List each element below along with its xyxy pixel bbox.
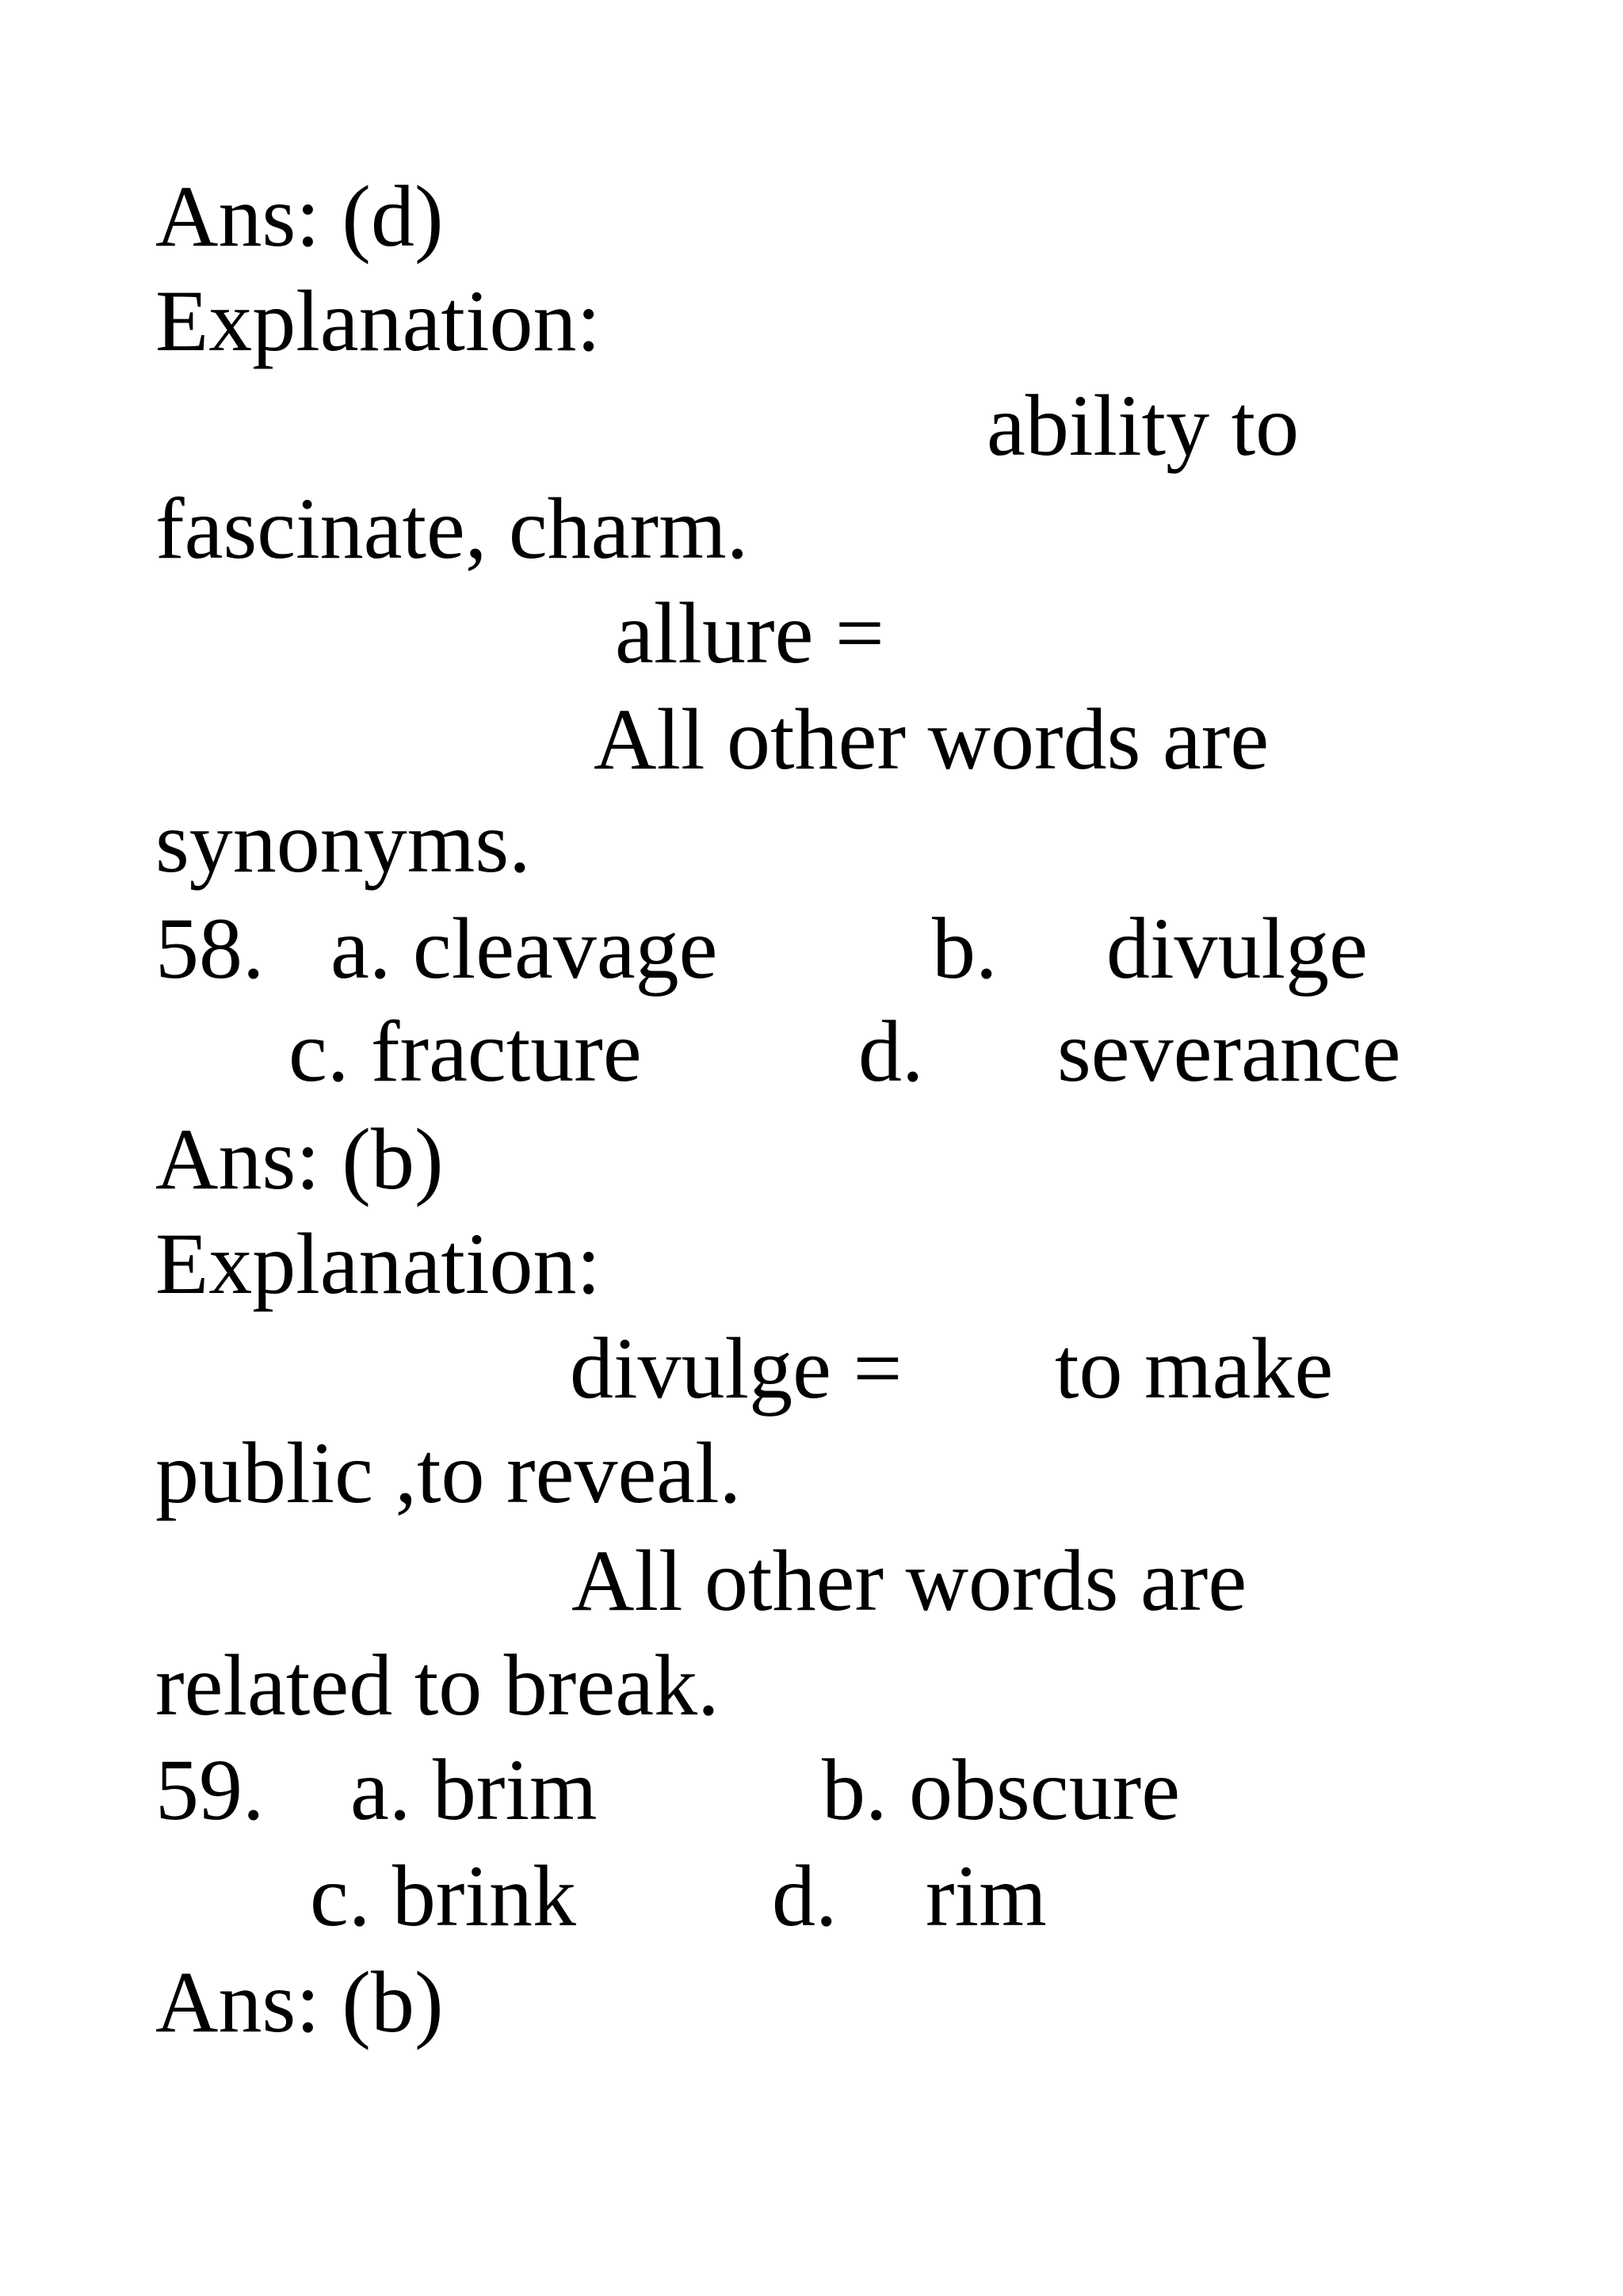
q58-option-d-word: severance [1057, 1003, 1401, 1100]
q58-option-b-letter: b. [932, 900, 998, 997]
q58-answer: Ans: (b) [155, 1111, 444, 1207]
q58-option-d-letter: d. [858, 1003, 924, 1100]
explanation-heading-prev: Explanation: [155, 273, 601, 369]
q58-option-a: a. cleavage [330, 900, 718, 997]
q58-others-part1: All other words are [571, 1532, 1247, 1629]
q58-explanation-heading: Explanation: [155, 1215, 601, 1312]
q59-number: 59. [155, 1741, 265, 1838]
q58-option-b-word: divulge [1106, 900, 1368, 997]
allure-equals: allure = [615, 585, 884, 681]
q59-option-d-letter: d. [772, 1848, 838, 1944]
q59-answer: Ans: (b) [155, 1954, 444, 2050]
q59-option-d-word: rim [926, 1848, 1047, 1944]
q58-option-c: c. fracture [288, 1003, 642, 1100]
definition-prev-part1: ability to [987, 377, 1300, 474]
q59-option-a: a. brim [350, 1741, 598, 1838]
q58-term: divulge = [570, 1320, 903, 1417]
q58-definition-part2: public ,to reveal. [155, 1425, 742, 1521]
q59-option-c: c. brink [310, 1848, 577, 1944]
q59-option-b: b. obscure [822, 1741, 1181, 1838]
q58-others-part2: related to break. [155, 1637, 720, 1733]
q58-number: 58. [155, 900, 265, 997]
others-prev-part1: All other words are [594, 691, 1270, 788]
others-prev-part2: synonyms. [155, 794, 531, 891]
definition-prev-part2: fascinate, charm. [155, 480, 749, 577]
answer-prev: Ans: (d) [155, 168, 444, 265]
q58-definition-part1: to make [1055, 1320, 1334, 1417]
